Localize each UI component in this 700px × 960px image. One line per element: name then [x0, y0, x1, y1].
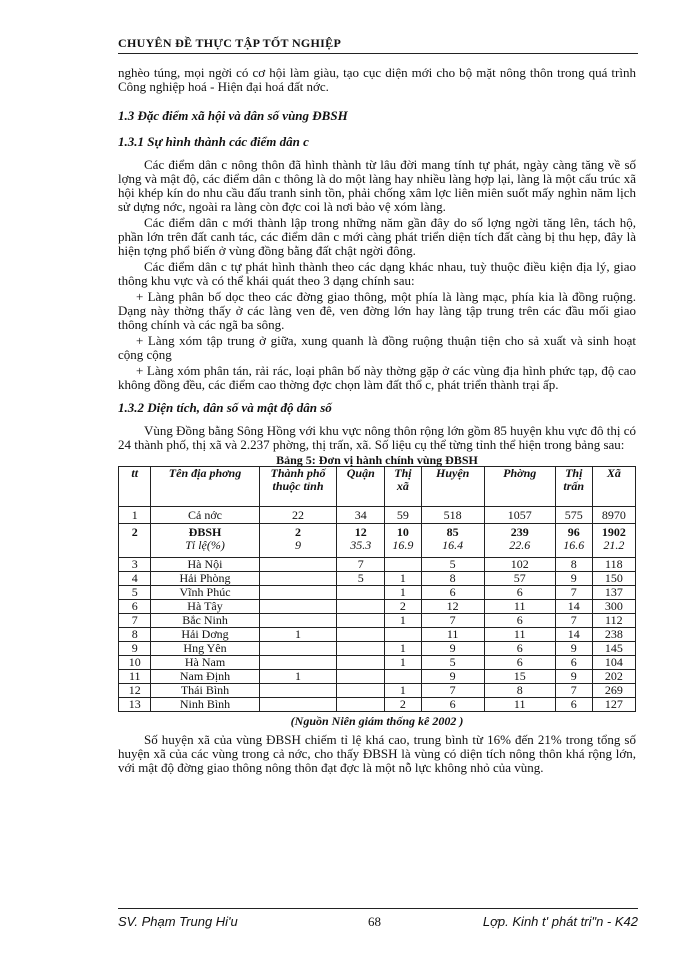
table-cell: 7 — [555, 614, 592, 628]
table-cell: 150 — [592, 572, 635, 586]
table-cell: 5 — [337, 572, 385, 586]
table-cell — [259, 698, 337, 712]
section-heading: 1.3 Đặc điểm xã hội và dân số vùng ĐBSH — [118, 108, 348, 123]
table-cell: 202 — [592, 670, 635, 684]
table-cell: 4 — [119, 572, 151, 586]
footer-class: Lợp. Kinh t' phát tri"n - K42 — [482, 914, 638, 929]
table-cell: 14 — [555, 600, 592, 614]
col-header-ward: Phờng — [484, 467, 555, 507]
table-cell: 238 — [592, 628, 635, 642]
table-cell: 145 — [592, 642, 635, 656]
table-cell: 11 — [484, 698, 555, 712]
table-row — [119, 572, 636, 586]
table-cell — [259, 572, 337, 586]
table-cell: 7 — [421, 684, 484, 698]
dbsh-percent-label: Tỉ lệ(%) — [185, 538, 225, 552]
table-caption: Bảng 5: Đơn vị hành chính vùng ĐBSH — [276, 453, 478, 467]
table-cell: 9 — [555, 642, 592, 656]
table-cell: 9 — [555, 572, 592, 586]
table-cell: Cả nớc — [151, 507, 259, 524]
table-cell: 7 — [421, 614, 484, 628]
table-source: (Nguồn Niên giám thống kê 2002 ) — [290, 714, 464, 728]
table-cell: 6 — [555, 656, 592, 670]
table-cell — [337, 524, 385, 558]
table-row — [119, 698, 636, 712]
table-cell: 11 — [484, 600, 555, 614]
table-cell: 9 — [421, 642, 484, 656]
table-cell: 5 — [421, 558, 484, 572]
table-cell: 1 — [259, 628, 337, 642]
dbsh-value: 12 — [354, 525, 367, 539]
admin-units-table — [118, 466, 636, 712]
table-cell: 8970 — [592, 507, 635, 524]
table-cell: Hà Tây — [151, 600, 259, 614]
table-cell: 102 — [484, 558, 555, 572]
table-cell: 1 — [385, 586, 422, 600]
table-row — [119, 670, 636, 684]
table-cell — [259, 586, 337, 600]
dbsh-name: ĐBSH — [188, 525, 222, 539]
table-cell: 118 — [592, 558, 635, 572]
paragraph-2: Các điểm dân c mới thành lập trong những năm gần đây do số lợng ngời tăng lên, tách hộ, phần lớn trên đất canh tác, các điểm dân c mới càng phát triển diện tích đất càng bị thu hẹp, đây là hiện tợng phổ biến ở vùng đồng bằng đất chật ngời đông. — [118, 215, 636, 258]
table-row — [119, 586, 636, 600]
col-header-name: Tên địa phơng — [151, 467, 259, 507]
dbsh-percent: 16.9 — [392, 538, 414, 552]
table-row — [119, 614, 636, 628]
table-cell: 6 — [484, 642, 555, 656]
table-cell — [337, 670, 385, 684]
table-cell: 11 — [484, 628, 555, 642]
paragraph-4: Vùng Đồng bằng Sông Hồng với khu vực nông thôn rộng lớn gồm 85 huyện khu vực đô thị có 24 thành phố, thị xã và 2.237 phờng, thị trấn, xã. Số liệu cụ thể từng tỉnh thể hiện trong bảng sau: — [118, 423, 636, 452]
table-cell: 7 — [119, 614, 151, 628]
dbsh-percent: 9 — [295, 538, 302, 552]
table-cell: 5 — [119, 586, 151, 600]
table-cell: Thái Bình — [151, 684, 259, 698]
page-footer — [118, 908, 638, 930]
dbsh-value: 10 — [396, 525, 409, 539]
table-cell: 3 — [119, 558, 151, 572]
table-cell: 6 — [421, 698, 484, 712]
table-row — [119, 642, 636, 656]
footer-author: SV. Phạm Trung Hi'u — [118, 914, 238, 929]
table-cell — [337, 642, 385, 656]
col-header-city: Thành phố thuộc tỉnh — [259, 467, 337, 507]
table-cell: Hải Phòng — [151, 572, 259, 586]
table-cell: 57 — [484, 572, 555, 586]
table-cell: 6 — [484, 656, 555, 670]
table-cell — [259, 656, 337, 670]
table-cell: 11 — [421, 628, 484, 642]
table-row — [119, 558, 636, 572]
page-content — [118, 66, 636, 777]
table-cell — [259, 600, 337, 614]
dbsh-percent: 21.2 — [603, 538, 625, 552]
table-cell: 9 — [119, 642, 151, 656]
closing-paragraph: Số huyện xã của vùng ĐBSH chiếm tỉ lệ khá cao, trung bình từ 16% đến 21% trong tổng số huyện xã của các vùng trong cả nớc, cho thấy ĐBSH là vùng có diện tích nông thôn khá rộng lớn, với mật độ đờng giao thông nông thôn đạt đợc là một nỗ lực không nhỏ của vùng. — [118, 732, 636, 775]
table-cell — [385, 628, 422, 642]
table-cell: Vĩnh Phúc — [151, 586, 259, 600]
table-cell: 8 — [119, 628, 151, 642]
table-cell: 6 — [421, 586, 484, 600]
table-header-row — [119, 467, 636, 507]
table-cell: 6 — [484, 614, 555, 628]
table-cell — [259, 614, 337, 628]
table-cell: 300 — [592, 600, 635, 614]
table-cell — [337, 656, 385, 670]
table-cell: 1 — [259, 670, 337, 684]
table-row-dbsh — [119, 524, 636, 558]
table-cell: 12 — [421, 600, 484, 614]
paragraph-1: Các điểm dân c nông thôn đã hình thành từ lâu đời mang tính tự phát, ngày càng tăng về số lợng và mật độ, các điểm dân c thông là do một làng hay nhiều làng hợp lại, làng là một cấu trúc xã hội khép kín do nhu cầu đấu tranh sinh tồn, phải chống xâm lợc liên miên suốt mấy nghìn năm lịch sử dựng nớc, ngoài ra làng còn đợc coi là nơi bảo vệ xóm làng. — [118, 157, 636, 214]
intro-paragraph: nghèo túng, mọi ngời có cơ hội làm giàu, tạo cục diện mới cho bộ mặt nông thôn trong quá trình Công nghiệp hoá - Hiện đại hoá đất nớc. — [118, 65, 636, 94]
table-cell: 13 — [119, 698, 151, 712]
paragraph-3: Các điểm dân c tự phát hình thành theo các dạng khác nhau, tuỳ thuộc điều kiện địa lý, giao thông khu vực và có thể khái quát theo 3 dạng chính sau: — [118, 259, 636, 288]
dbsh-value: 2 — [295, 525, 302, 539]
table-cell — [385, 558, 422, 572]
table-cell: 1 — [385, 684, 422, 698]
table-cell: 8 — [484, 684, 555, 698]
col-header-district: Quận — [337, 467, 385, 507]
table-cell — [484, 524, 555, 558]
subsection-heading-2: 1.3.2 Diện tích, dân số và mật độ dân số — [118, 400, 332, 415]
table-cell: 10 — [119, 656, 151, 670]
table-cell: Bắc Ninh — [151, 614, 259, 628]
table-cell: Hà Nội — [151, 558, 259, 572]
dbsh-percent: 16.6 — [563, 538, 585, 552]
dbsh-value: 1902 — [601, 525, 626, 539]
table-cell: 575 — [555, 507, 592, 524]
table-cell: 2 — [385, 600, 422, 614]
col-header-county: Huyện — [421, 467, 484, 507]
table-cell: 2 — [385, 698, 422, 712]
table-cell: 9 — [421, 670, 484, 684]
table-cell: 6 — [484, 586, 555, 600]
table-cell: 7 — [555, 684, 592, 698]
table-cell — [259, 524, 337, 558]
table-row — [119, 628, 636, 642]
table-cell — [337, 628, 385, 642]
table-cell: 8 — [421, 572, 484, 586]
table-cell — [421, 524, 484, 558]
table-cell: 7 — [337, 558, 385, 572]
table-cell: 137 — [592, 586, 635, 600]
table-cell — [592, 524, 635, 558]
table-cell: 1057 — [484, 507, 555, 524]
table-cell — [337, 586, 385, 600]
table-cell: 1 — [119, 507, 151, 524]
table-cell — [337, 698, 385, 712]
table-cell: 6 — [119, 600, 151, 614]
bullet-3: + Làng xóm phân tán, rải rác, loại phân bố này thờng gặp ở các vùng địa hình phức tạp, độ cao không đồng đều, các điểm cao thờng đợc chọn làm đất thổ c, phát triển thành trại ấp. — [118, 363, 636, 392]
table-cell: 112 — [592, 614, 635, 628]
table-cell: 59 — [385, 507, 422, 524]
table-cell: Hà Nam — [151, 656, 259, 670]
table-cell — [337, 600, 385, 614]
table-cell: 7 — [555, 586, 592, 600]
table-cell — [151, 524, 259, 558]
table-cell: 104 — [592, 656, 635, 670]
table-cell: 15 — [484, 670, 555, 684]
col-header-tt: tt — [119, 467, 151, 507]
table-cell: Ninh Bình — [151, 698, 259, 712]
table-cell: Hải Dơng — [151, 628, 259, 642]
col-header-township: Thị trấn — [555, 467, 592, 507]
table-cell — [385, 524, 422, 558]
table-cell: 1 — [385, 572, 422, 586]
dbsh-value: 96 — [567, 525, 580, 539]
table-cell: 5 — [421, 656, 484, 670]
table-cell: 22 — [259, 507, 337, 524]
dbsh-value: 85 — [446, 525, 459, 539]
table-cell — [385, 670, 422, 684]
table-cell — [259, 642, 337, 656]
table-cell: 518 — [421, 507, 484, 524]
table-cell: 269 — [592, 684, 635, 698]
table-cell: 6 — [555, 698, 592, 712]
table-cell: 1 — [385, 656, 422, 670]
table-cell: Hng Yên — [151, 642, 259, 656]
table-row-total — [119, 507, 636, 524]
dbsh-percent: 22.6 — [509, 538, 531, 552]
bullet-1: + Làng phân bố dọc theo các đờng giao thông, một phía là làng mạc, phía kia là đồng ruộng. Dạng này thờng thấy ở các làng ven đê, ven đờng lớn hay làng tập trung trên các đầu mối giao thông chính và các ngã ba sông. — [118, 289, 636, 332]
table-cell — [337, 684, 385, 698]
table-row — [119, 684, 636, 698]
table-cell: 1 — [385, 642, 422, 656]
table-cell: 127 — [592, 698, 635, 712]
col-header-town: Thị xã — [385, 467, 422, 507]
table-cell: 34 — [337, 507, 385, 524]
dbsh-percent: 16.4 — [442, 538, 464, 552]
col-header-commune: Xã — [592, 467, 635, 507]
table-row — [119, 656, 636, 670]
table-cell — [555, 524, 592, 558]
dbsh-value: 239 — [510, 525, 529, 539]
table-cell: 14 — [555, 628, 592, 642]
table-cell: 2 — [119, 524, 151, 558]
table-cell — [259, 684, 337, 698]
table-row — [119, 600, 636, 614]
table-cell: 12 — [119, 684, 151, 698]
table-cell: 8 — [555, 558, 592, 572]
subsection-heading-1: 1.3.1 Sự hình thành các điểm dân c — [118, 134, 309, 149]
table-cell — [259, 558, 337, 572]
table-cell — [337, 614, 385, 628]
table-cell: 11 — [119, 670, 151, 684]
bullet-2: + Làng xóm tập trung ở giữa, xung quanh là đồng ruộng thuận tiện cho sả xuất và sinh hoạt cộng cộng — [118, 333, 636, 362]
table-cell: Nam Định — [151, 670, 259, 684]
table-cell: 9 — [555, 670, 592, 684]
running-header: CHUYÊN ĐỀ THỰC TẬP TỐT NGHIỆP — [118, 36, 638, 54]
footer-page-number: 68 — [368, 914, 381, 929]
dbsh-percent: 35.3 — [350, 538, 372, 552]
table-cell: 1 — [385, 614, 422, 628]
